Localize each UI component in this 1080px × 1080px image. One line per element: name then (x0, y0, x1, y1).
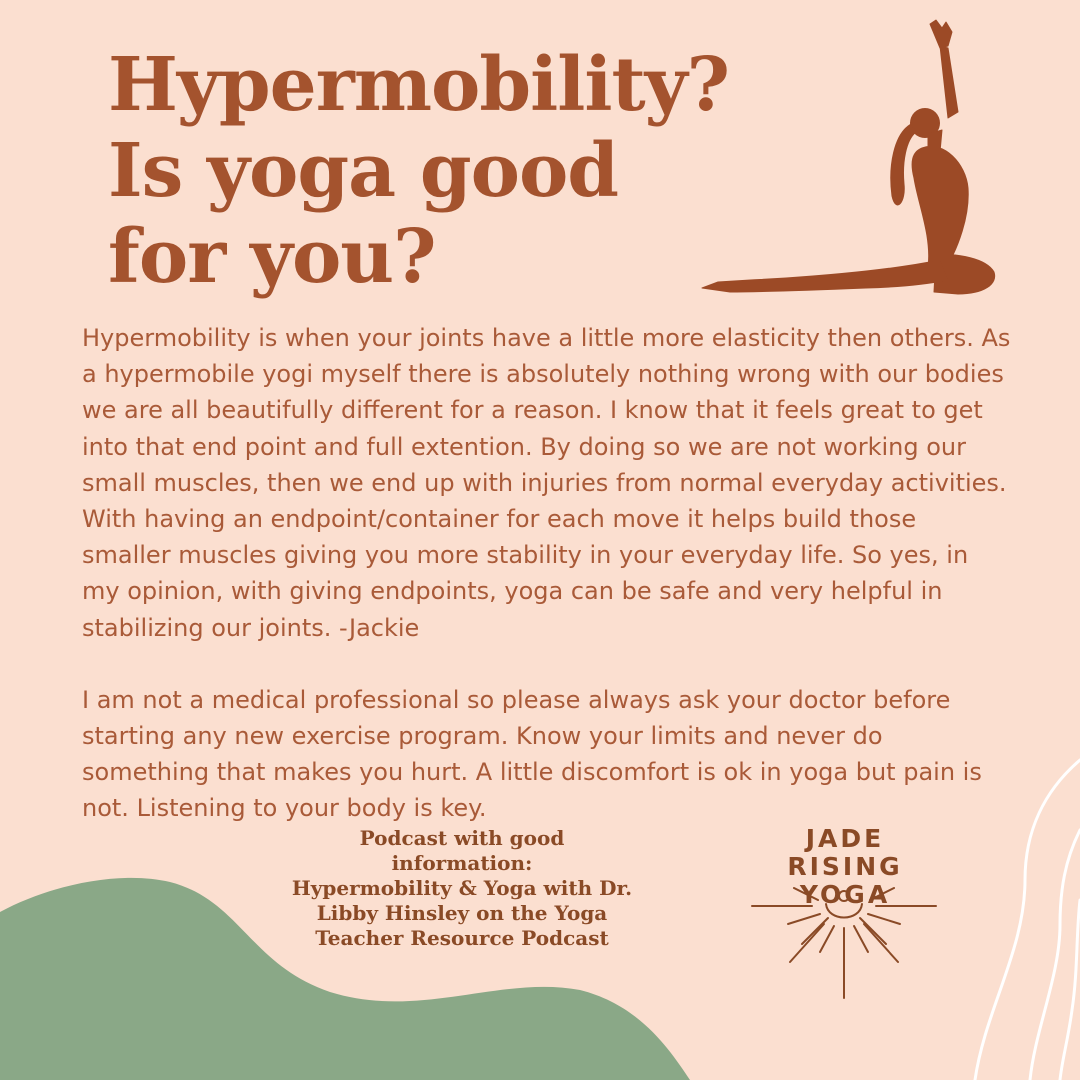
disclaimer-paragraph: I am not a medical professional so please always ask your doctor before starting any new exercise program. Know your limits and never do something that makes you hurt. A little discomfort is ok in yoga but pain is not. Listening to your body is key. (82, 685, 982, 823)
podcast-line: Hypermobility & Yoga with Dr. (291, 876, 633, 900)
podcast-line: information: (391, 851, 533, 875)
podcast-line: Teacher Resource Podcast (315, 926, 609, 950)
yoga-pose-silhouette (696, 16, 996, 300)
podcast-recommendation (268, 826, 656, 951)
podcast-line: Libby Hinsley on the Yoga (316, 901, 608, 925)
article-body (82, 320, 1012, 827)
page-title: Hypermobility? Is yoga good for you? (108, 42, 729, 300)
sun-moon-logo-icon (748, 878, 940, 1002)
brand-name-line: YOGA (799, 880, 891, 909)
brand-name-line: JADE RISING (787, 824, 903, 881)
body-paragraph: Hypermobility is when your joints have a little more elasticity then others. As a hypermobile yogi myself there is absolutely nothing wrong with our bodies we are all beautifully different for a reason. I know that it feels great to get into that end point and full extention. By doing so we are not working our small muscles, then we end up with injuries from normal everyday activities. With having an endpoint/container for each move it helps build those smaller muscles giving you more stability in your everyday life. So yes, in my opinion, with giving endpoints, yoga can be safe and very helpful in stabilizing our joints. -Jackie (82, 324, 1011, 642)
podcast-line: Podcast with good (359, 826, 565, 850)
